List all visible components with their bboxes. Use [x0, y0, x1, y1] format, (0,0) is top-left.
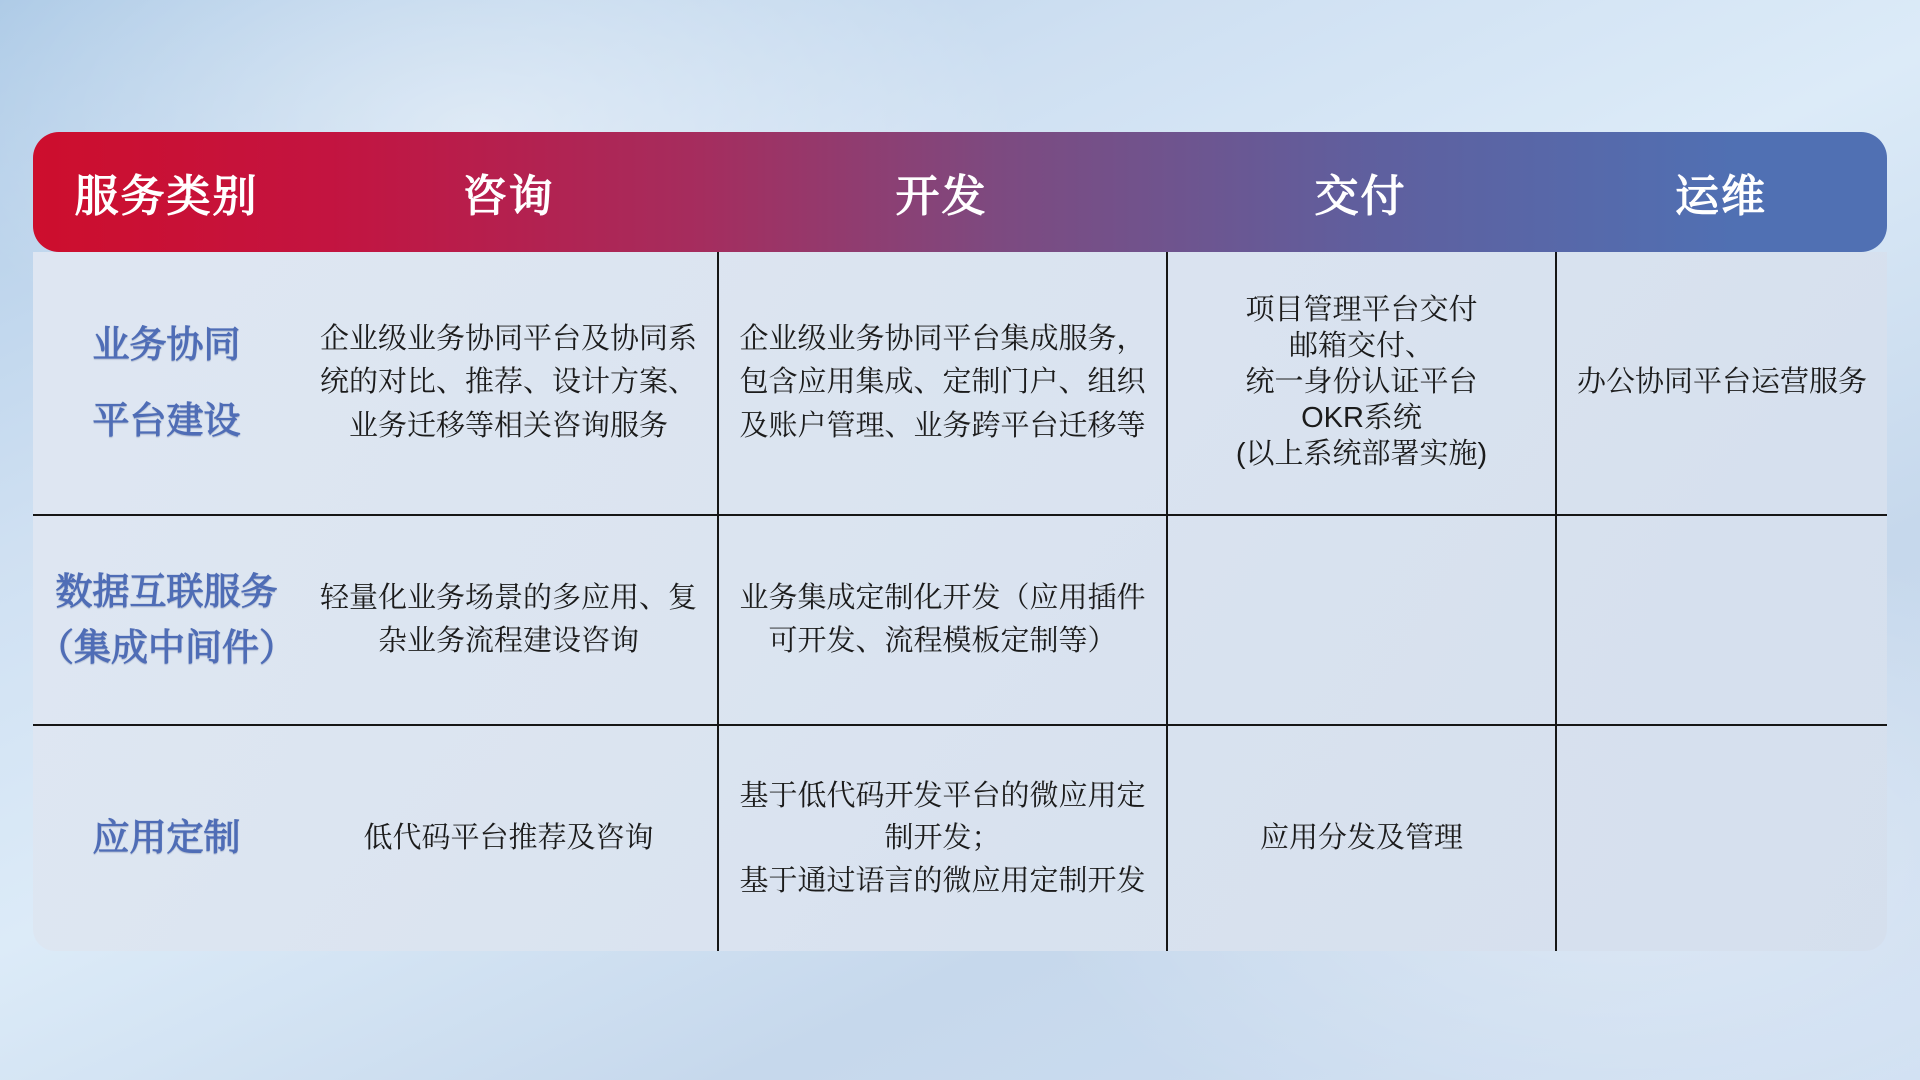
- header-delivery: 交付: [1314, 172, 1407, 221]
- table-row-collaboration-platform: [33, 252, 1887, 514]
- cell-r2-consulting: 轻量化业务场景的多应用、复杂业务流程建设咨询: [319, 581, 697, 657]
- cell-r2-development: 业务集成定制化开发（应用插件可开发、流程模板定制等）: [717, 516, 1166, 724]
- category-collaboration-platform: 业务协同 平台建设: [92, 323, 241, 441]
- cell-r1-consulting: 企业级业务协同平台及协同系统的对比、推荐、设计方案、业务迁移等相关咨询服务: [319, 322, 697, 442]
- category-app-customization: 应用定制: [92, 817, 241, 859]
- table-row-app-customization: [33, 724, 1887, 951]
- category-data-interconnection: 数据互联服务 （集成中间件）: [37, 570, 296, 668]
- cell-r2-delivery: [1166, 516, 1555, 724]
- cell-r3-development: 基于低代码开发平台的微应用定制开发； 基于通过语言的微应用定制开发: [717, 726, 1166, 951]
- table-header-row: [33, 132, 1887, 252]
- cell-r2-operations: [1555, 516, 1887, 724]
- services-table: [33, 132, 1887, 951]
- table-row-data-interconnection: [33, 514, 1887, 724]
- header-development: 开发: [895, 172, 988, 221]
- cell-r1-development: 企业级业务协同平台集成服务，包含应用集成、定制门户、组织及账户管理、业务跨平台迁移等: [717, 252, 1166, 514]
- cell-r3-consulting: 低代码平台推荐及咨询: [363, 821, 654, 854]
- cell-r3-delivery: 应用分发及管理: [1166, 726, 1555, 951]
- cell-r1-operations: 办公协同平台运营服务: [1555, 252, 1887, 514]
- cell-r3-operations: [1555, 726, 1887, 951]
- table-body: [33, 252, 1887, 951]
- cell-r1-delivery: 项目管理平台交付 邮箱交付、 统一身份认证平台 OKR系统 (以上系统部署实施): [1166, 252, 1555, 514]
- header-operations: 运维: [1675, 172, 1767, 221]
- header-consulting: 咨询: [462, 172, 555, 221]
- header-service-category: 服务类别: [74, 172, 259, 221]
